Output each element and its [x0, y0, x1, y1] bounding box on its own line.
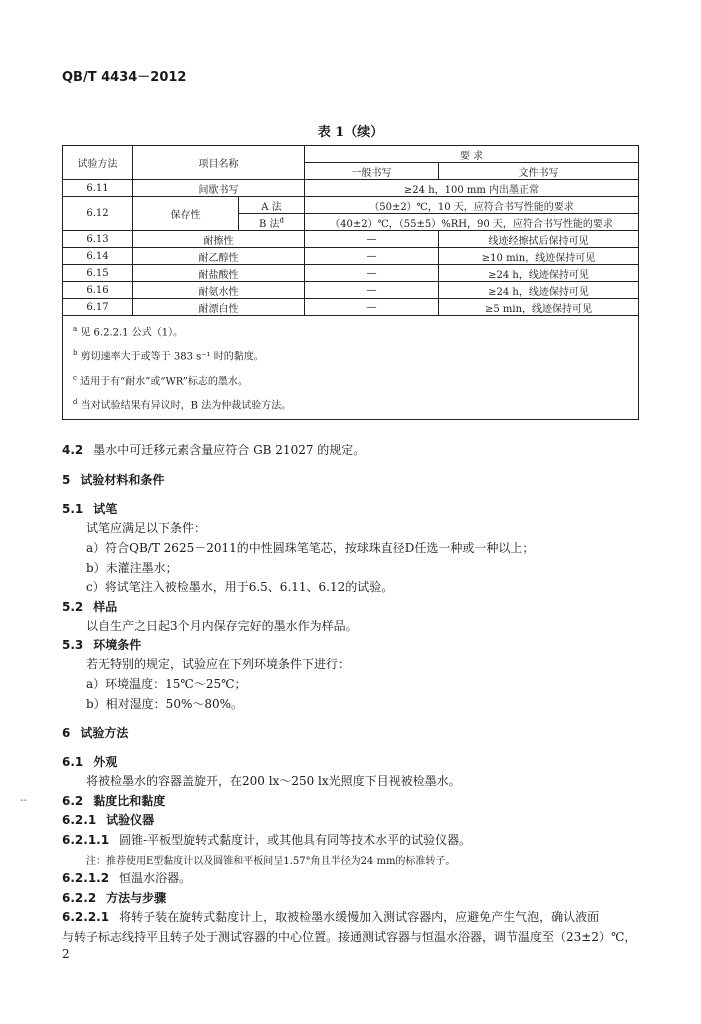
clause-5-1-intro: 试笔应满足以下条件：	[86, 521, 207, 535]
footnote: $^a$ 见 6.2.2.1 公式（1）。	[73, 325, 184, 339]
clause-5-1-item-b: b）未灌注墨水；	[86, 561, 178, 575]
table-row	[63, 282, 639, 299]
requirements-table	[62, 145, 639, 420]
cell-general: —	[305, 299, 439, 316]
clause-6-2-1-1-note: 注：推荐使用E型黏度计以及圆锥和平板间呈1.57°角且半径为24 mm的标准转子。	[86, 856, 456, 867]
table-row	[63, 180, 639, 197]
cell-general: —	[305, 231, 439, 248]
clause-6-2-1-2: 6.2.1.2 恒温水浴器。	[62, 871, 192, 885]
cell-item: 耐盐酸性	[133, 265, 305, 282]
header-general: 一般书写	[305, 163, 439, 180]
clause-6-2-heading: 6.2 黏度比和黏度	[62, 794, 166, 808]
clause-6-2-1-1: 6.2.1.1 圆锥-平板型旋转式黏度计，或其他具有同等技术水平的试验仪器。	[62, 833, 472, 847]
cell-item: 保存性	[133, 197, 239, 231]
cell-method: 6.12	[63, 197, 133, 231]
footnote: $^c$ 适用于有“耐水”或“WR”标志的墨水。	[73, 373, 248, 387]
clause-6-2-2-heading: 6.2.2 方法与步骤	[62, 891, 167, 905]
cell-method: 6.16	[63, 282, 133, 299]
table-footnotes	[63, 316, 639, 420]
clause-5-3-item-a: a）环境温度：15℃～25℃；	[86, 677, 247, 691]
header-method: 试验方法	[63, 146, 133, 180]
cell-item: 耐氨水性	[133, 282, 305, 299]
cell-requirement: （50±2）℃，10 天，应符合书写性能的要求	[305, 197, 639, 214]
clause-6-1-heading: 6.1 外观	[62, 755, 118, 769]
clause-6-2-1-heading: 6.2.1 试验仪器	[62, 813, 155, 827]
clause-5-2-text: 以自生产之日起3个月内保存完好的墨水作为样品。	[86, 619, 358, 633]
cell-general: —	[305, 248, 439, 265]
header-requirement: 要 求	[305, 146, 639, 163]
cell-document: ≥24 h，线迹保持可见	[439, 265, 639, 282]
cell-sub: B 法$^d$	[239, 214, 305, 231]
clause-5-1-heading: 5.1 试笔	[62, 502, 118, 516]
clause-5-1-item-a: a）符合QB/T 2625－2011的中性圆珠笔笔芯，按球珠直径D任选一种或一种以上；	[86, 541, 535, 555]
clause-5-1-item-c: c）将试笔注入被检墨水，用于6.5、6.11、6.12的试验。	[86, 580, 394, 594]
table-row	[63, 299, 639, 316]
clause-4-2: 4.2 墨水中可迁移元素含量应符合 GB 21027 的规定。	[62, 443, 366, 457]
section-5-heading: 5 试验材料和条件	[62, 473, 165, 487]
cell-document: ≥24 h，线迹保持可见	[439, 282, 639, 299]
table-row	[63, 265, 639, 282]
table-row	[63, 197, 639, 214]
cell-method: 6.13	[63, 231, 133, 248]
clause-6-2-2-1: 6.2.2.1 将转子装在旋转式黏度计上，取被检墨水缓慢加入测试容器内，应避免产生气泡，确认液面	[62, 910, 600, 924]
cell-document: 线迹经擦拭后保持可见	[439, 231, 639, 248]
clause-5-3-intro: 若无特别的规定，试验应在下列环境条件下进行：	[86, 657, 351, 671]
section-6-heading: 6 试验方法	[62, 726, 129, 740]
footnote-ref: d	[279, 216, 284, 225]
footnote: $^b$ 剪切速率大于或等于 383 s⁻¹ 时的黏度。	[73, 349, 264, 363]
table-row	[63, 231, 639, 248]
cell-document: ≥5 min，线迹保持可见	[439, 299, 639, 316]
cell-item: 间歇书写	[133, 180, 305, 197]
header-item: 项目名称	[133, 146, 305, 180]
table-caption: 表 1（续）	[317, 125, 384, 140]
cell-method: 6.17	[63, 299, 133, 316]
cell-method: 6.15	[63, 265, 133, 282]
table-notes-row	[63, 316, 639, 420]
margin-mark: --	[20, 795, 27, 806]
cell-general: —	[305, 265, 439, 282]
table-row	[63, 248, 639, 265]
cell-requirement: （40±2）℃，（55±5）%RH，90 天，应符合书写性能的要求	[305, 214, 639, 231]
cell-item: 耐乙醇性	[133, 248, 305, 265]
clause-5-2-heading: 5.2 样品	[62, 600, 118, 614]
cell-method: 6.14	[63, 248, 133, 265]
cell-item: 耐漂白性	[133, 299, 305, 316]
footnote: $^d$ 当对试验结果有异议时，B 法为仲裁试验方法。	[73, 397, 292, 412]
cell-document: ≥10 min，线迹保持可见	[439, 248, 639, 265]
clause-6-1-text: 将被检墨水的容器盖旋开，在200 lx～250 lx光照度下目视被检墨水。	[86, 774, 461, 788]
page-number: 2	[62, 947, 70, 961]
cell-item: 耐擦性	[133, 231, 305, 248]
clause-5-3-heading: 5.3 环境条件	[62, 638, 142, 652]
cell-requirement: ≥24 h，100 mm 内出墨正常	[305, 180, 639, 197]
cell-method: 6.11	[63, 180, 133, 197]
header-document: 文件书写	[439, 163, 639, 180]
table-header-row	[63, 146, 639, 163]
clause-6-2-2-1-continued: 与转子标志线持平且转子处于测试容器的中心位置。接通测试容器与恒温水浴器，调节温度至（23±2）℃，	[62, 930, 637, 944]
cell-general: —	[305, 282, 439, 299]
clause-5-3-item-b: b）相对湿度：50%～80%。	[86, 697, 244, 711]
standard-code: QB/T 4434－2012	[62, 70, 187, 85]
cell-sub: A 法	[239, 197, 305, 214]
